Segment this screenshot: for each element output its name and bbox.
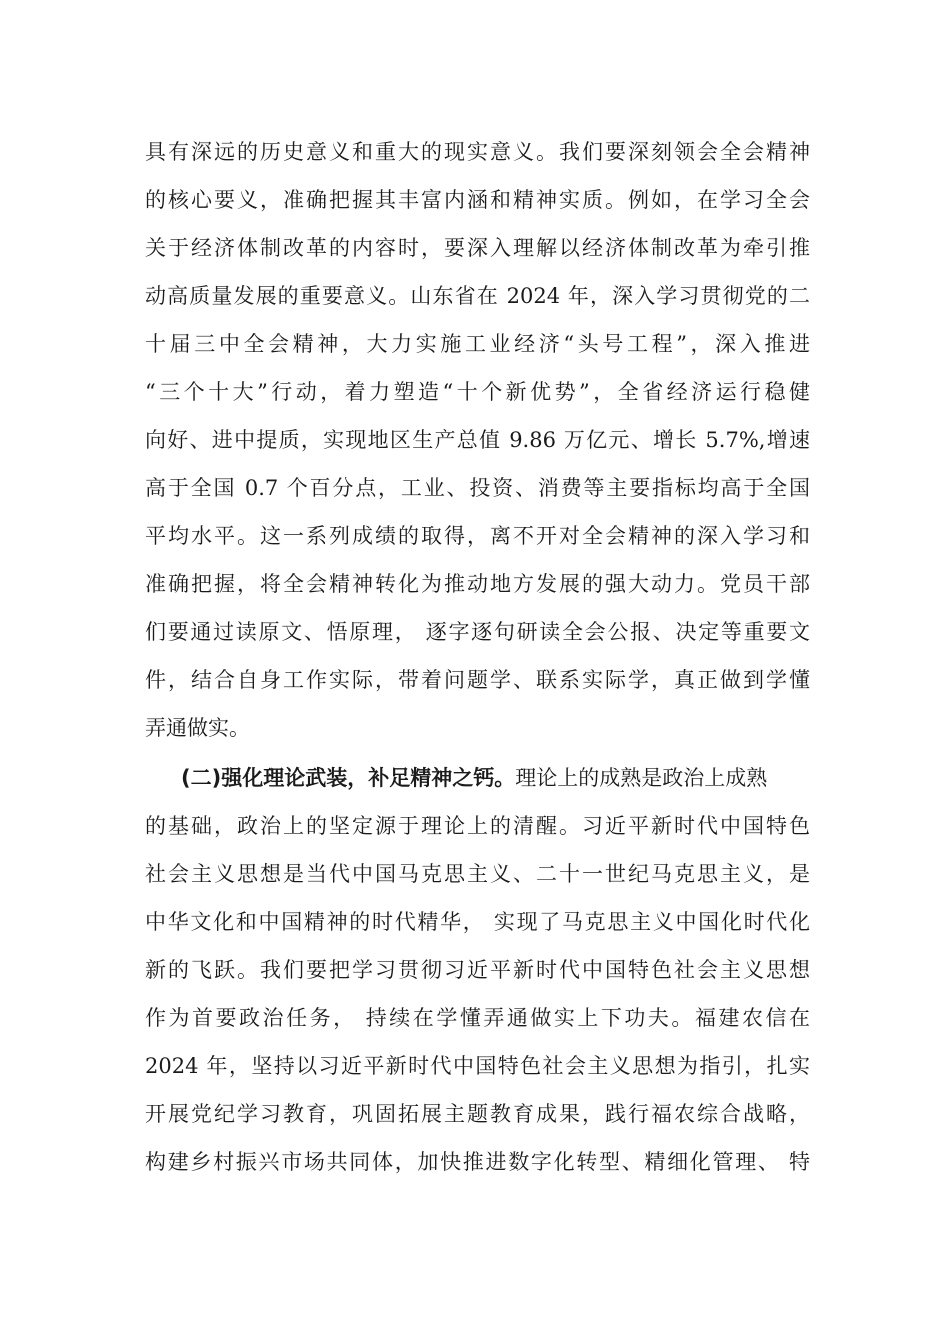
- section-heading-line: [181, 758, 810, 798]
- section-heading-continuation: 理论上的成熟是政治上成熟: [515, 766, 768, 790]
- paragraph-line: 社会主义思想是当代中国马克思主义、二十一世纪马克思主义，是: [145, 862, 810, 886]
- paragraph-line: 高于全国 0.7 个百分点，工业、投资、消费等主要指标均高于全国: [145, 476, 810, 500]
- paragraph-line: 们要通过读原文、悟原理， 逐字逐句研读全会公报、决定等重要文: [145, 620, 810, 644]
- paragraph-line: 具有深远的历史意义和重大的现实意义。我们要深刻领会全会精神: [145, 140, 810, 164]
- paragraph-line: 向好、进中提质，实现地区生产总值 9.86 万亿元、增长 5.7%,增速: [145, 428, 810, 452]
- paragraph-line: 十届三中全会精神，大力实施工业经济“头号工程”，深入推进: [145, 332, 810, 356]
- paragraph-line: 平均水平。这一系列成绩的取得，离不开对全会精神的深入学习和: [145, 524, 810, 548]
- paragraph-line: 构建乡村振兴市场共同体，加快推进数字化转型、精细化管理、 特: [145, 1150, 810, 1174]
- paragraph-line: 关于经济体制改革的内容时，要深入理解以经济体制改革为牵引推: [145, 236, 810, 260]
- paragraph-line: “三个十大”行动，着力塑造“十个新优势”，全省经济运行稳健: [145, 380, 810, 404]
- paragraph-line: 作为首要政治任务， 持续在学懂弄通做实上下功夫。福建农信在: [145, 1006, 810, 1030]
- section-heading: (二)强化理论武装，补足精神之钙。: [181, 766, 516, 790]
- paragraph-line: 2024 年，坚持以习近平新时代中国特色社会主义思想为指引，扎实: [145, 1054, 810, 1078]
- paragraph-last-line: 弄通做实。: [145, 716, 250, 740]
- paragraph-line: 的基础，政治上的坚定源于理论上的清醒。习近平新时代中国特色: [145, 814, 810, 838]
- paragraph-line: 新的飞跃。我们要把学习贯彻习近平新时代中国特色社会主义思想: [145, 958, 810, 982]
- paragraph-line: 件，结合自身工作实际，带着问题学、联系实际学，真正做到学懂: [145, 668, 810, 692]
- paragraph-line: 中华文化和中国精神的时代精华， 实现了马克思主义中国化时代化: [145, 910, 810, 934]
- paragraph-line: 动高质量发展的重要意义。山东省在 2024 年，深入学习贯彻党的二: [145, 284, 810, 308]
- paragraph-line: 准确把握，将全会精神转化为推动地方发展的强大动力。党员干部: [145, 572, 810, 596]
- paragraph-line: 开展党纪学习教育，巩固拓展主题教育成果，践行福农综合战略，: [145, 1102, 810, 1126]
- paragraph-line: 的核心要义，准确把握其丰富内涵和精神实质。例如，在学习全会: [145, 188, 810, 212]
